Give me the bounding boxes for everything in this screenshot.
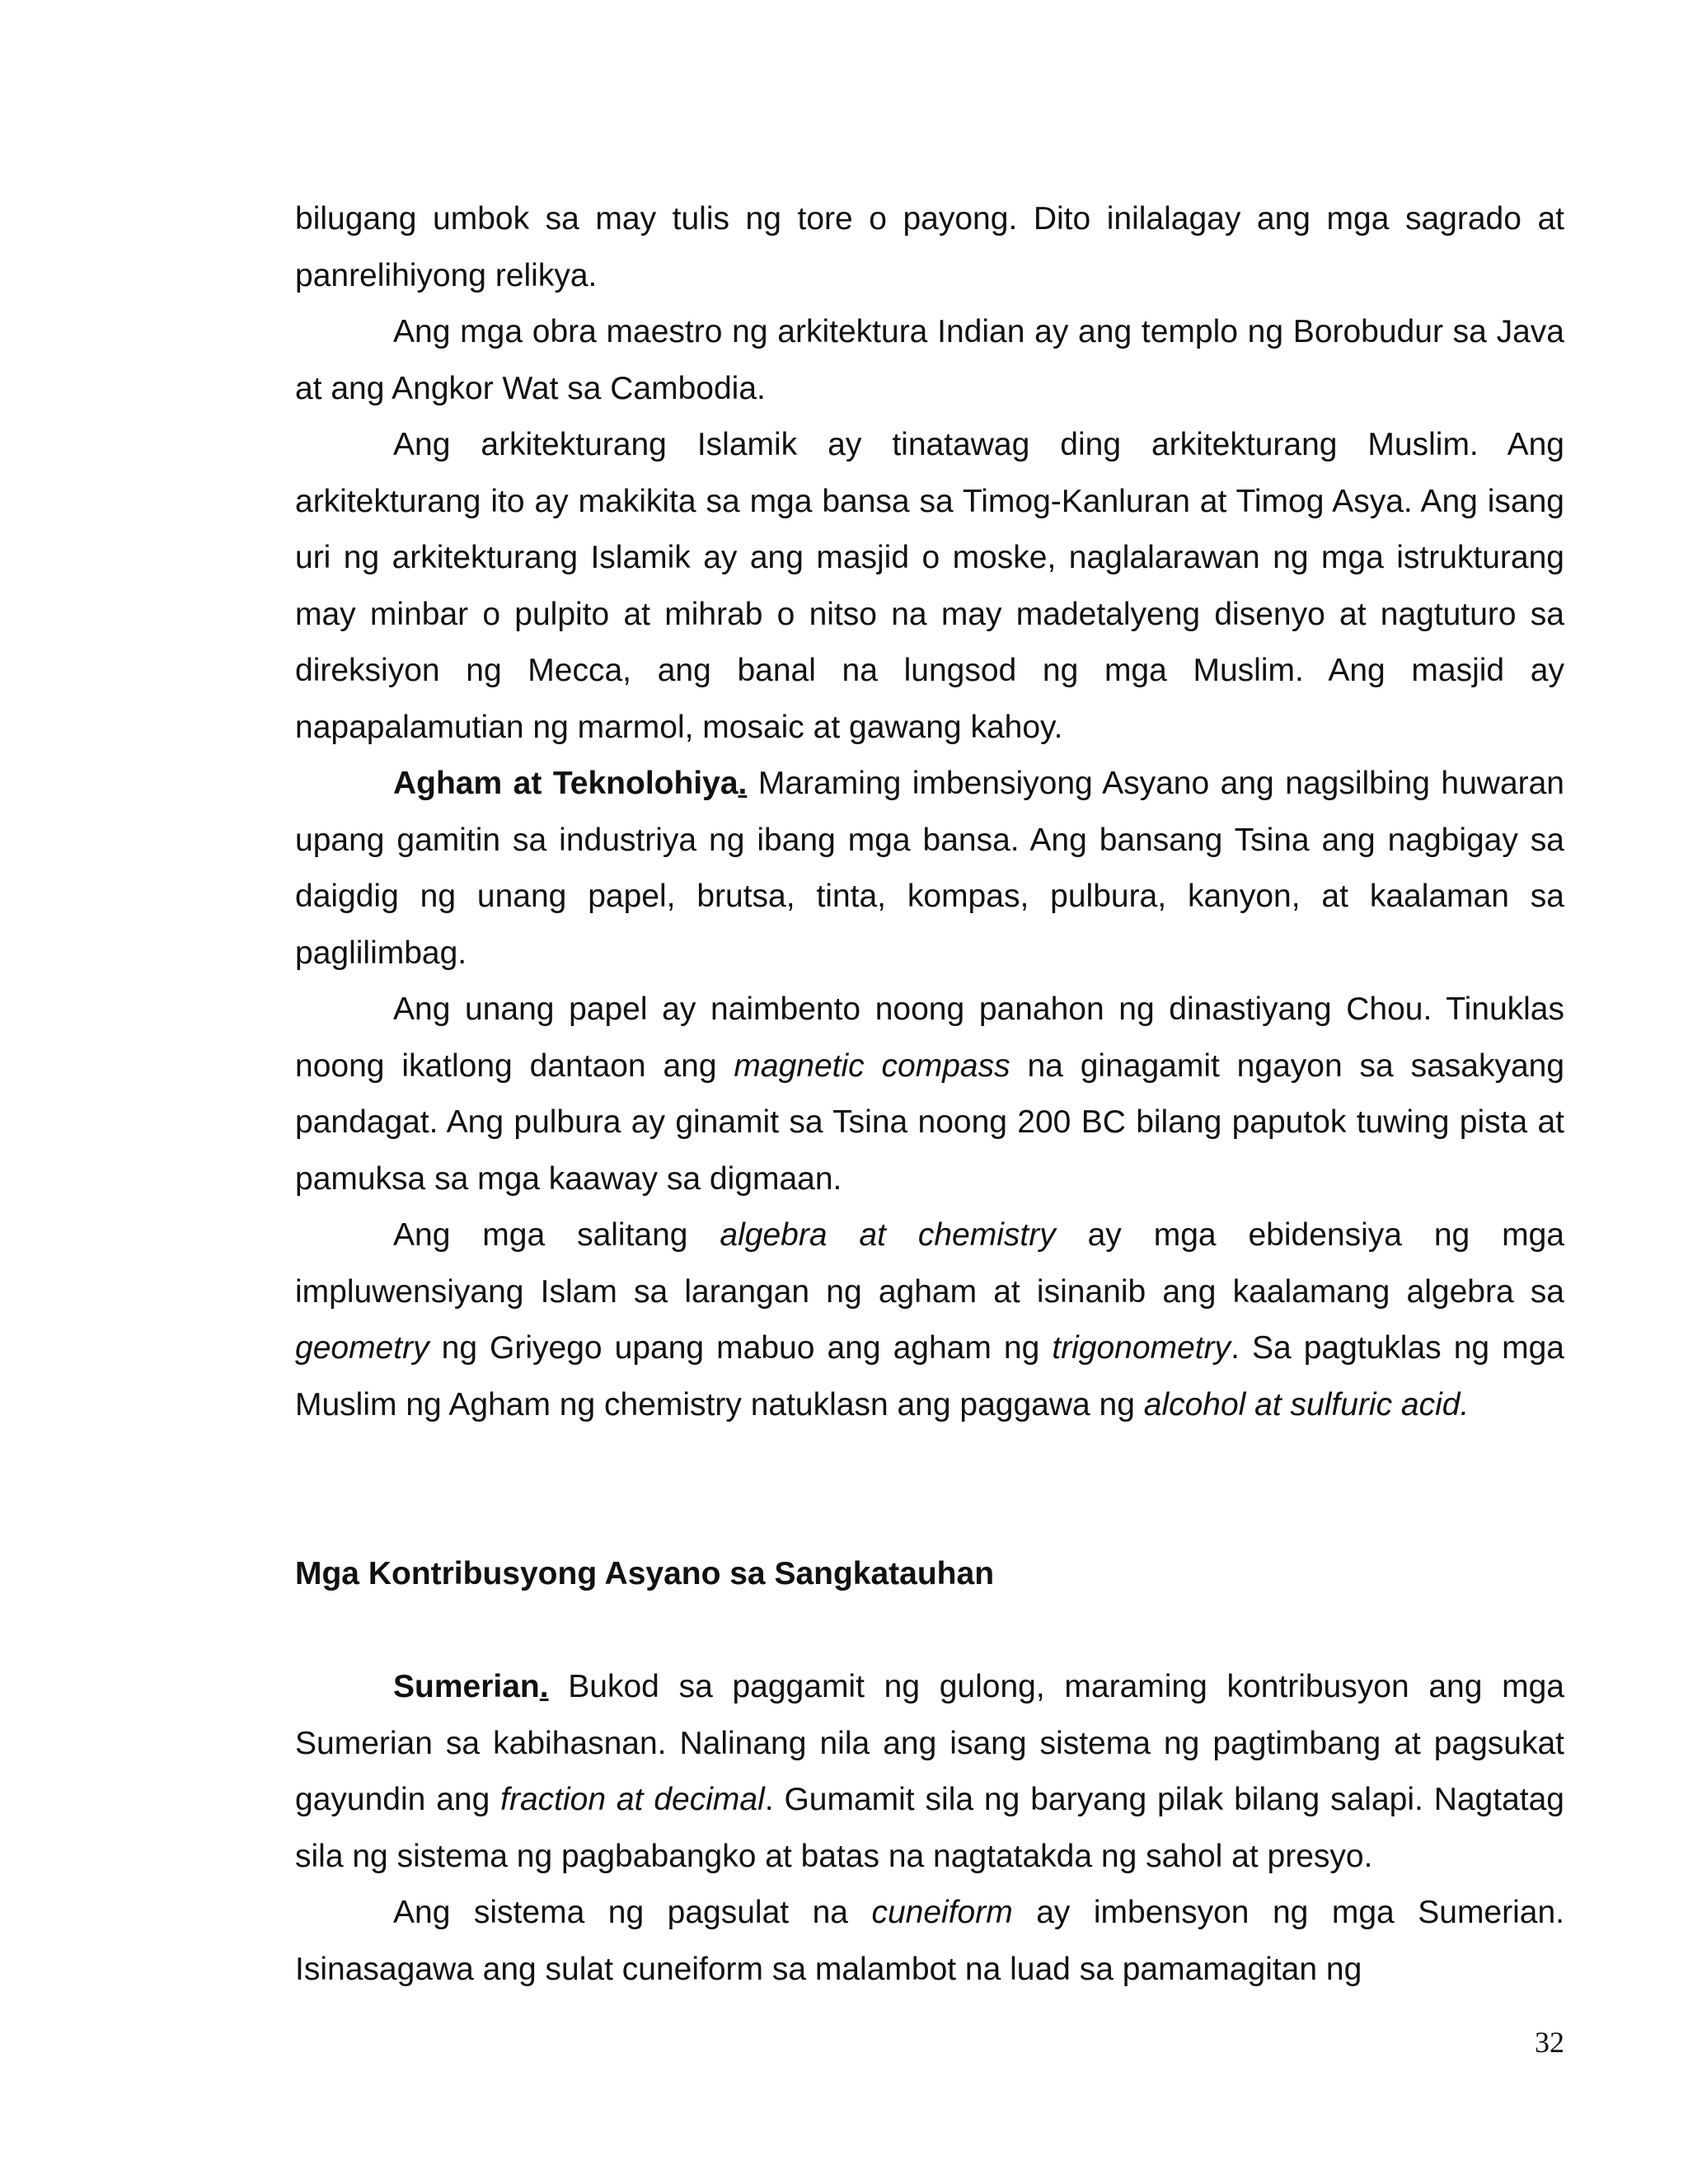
paragraph-6-text-c: ay mga ebidensiya ng mga impluwensiyang Islam sa larangan ng agham at isinanib ang kaalamang algebra sa bbox=[295, 1217, 1564, 1310]
page-number: 32 bbox=[1535, 2026, 1564, 2059]
subheading-agham-at-teknolohiya: Agham at Teknolohiya bbox=[393, 766, 738, 801]
paragraph-7 bbox=[295, 1659, 1564, 1885]
paragraph-6-italic-alcohol-sulfuric-acid: alcohol at sulfuric acid. bbox=[1143, 1386, 1470, 1422]
paragraph-5-text-a: Ang unang papel ay naimbento noong panahon ng dinastiyang Chou. Tinuklas noong ikatlong dantaon ang bbox=[295, 991, 1564, 1084]
paragraph-1-text: bilugang umbok sa may tulis ng tore o payong. Dito inilalagay ang mga sagrado at panrelihiyong relikya. bbox=[295, 201, 1564, 293]
paragraph-2 bbox=[295, 304, 1564, 417]
paragraph-6-text-a: Ang mga salitang bbox=[393, 1217, 720, 1253]
body-text bbox=[295, 191, 1564, 1998]
paragraph-7-italic-fraction-decimal: fraction at decimal bbox=[500, 1782, 765, 1817]
paragraph-5 bbox=[295, 982, 1564, 1207]
paragraph-3 bbox=[295, 417, 1564, 756]
paragraph-6-text-g: . Sa pagtuklas ng mga Muslim ng Agham ng chemistry natuklasn ang paggawa ng bbox=[295, 1330, 1564, 1422]
paragraph-6-italic-trigonometry: trigonometry bbox=[1052, 1330, 1231, 1366]
paragraph-2-text: Ang mga obra maestro ng arkitektura Indian ay ang templo ng Borobudur sa Java at ang Angkor Wat sa Cambodia. bbox=[295, 314, 1564, 406]
paragraph-3-text: Ang arkitekturang Islamik ay tinatawag ding arkitekturang Muslim. Ang arkitekturang ito ay makikita sa mga bansa sa Timog-Kanluran at Timog Asya. Ang isang uri ng arkitekturang Islamik ay ang masjid o moske, naglalarawan ng mga istrukturang may minbar o pulpito at mihrab o nitso na may madetalyeng disenyo at nagtuturo sa direksiyon ng Mecca, ang banal na lungsod ng mga Muslim. Ang masjid ay napapalamutian ng marmol, mosaic at gawang kahoy. bbox=[295, 427, 1564, 745]
subheading-agham-punctuation: . bbox=[738, 766, 748, 801]
paragraph-1 bbox=[295, 191, 1564, 304]
paragraph-7-text-c: . Gumamit sila ng baryang pilak bilang salapi. Nagtatag sila ng sistema ng pagbabangko at batas na nagtatakda ng sahol at presyo. bbox=[295, 1782, 1564, 1874]
paragraph-6-italic-algebra-chemistry: algebra at chemistry bbox=[720, 1217, 1056, 1253]
paragraph-8-text-a: Ang sistema ng pagsulat na bbox=[393, 1895, 872, 1930]
heading-spacer bbox=[295, 1603, 1564, 1660]
paragraph-4-text: Maraming imbensiyong Asyano ang nagsilbing huwaran upang gamitin sa industriya ng ibang mga bansa. Ang bansang Tsina ang nagbigay sa daigdig ng unang papel, brutsa, tinta, kompas, pulbura, kanyon, at kaalaman sa paglilimbag. bbox=[295, 766, 1564, 971]
paragraph-8 bbox=[295, 1885, 1564, 1998]
paragraph-6-text-e: ng Griyego upang mabuo ang agham ng bbox=[429, 1330, 1053, 1366]
subheading-sumerian: Sumerian bbox=[393, 1669, 540, 1704]
paragraph-7-text-a: Bukod sa paggamit ng gulong, maraming kontribusyon ang mga Sumerian sa kabihasnan. Nalinang nila ang isang sistema ng pagtimbang at pagsukat gayundin ang bbox=[295, 1669, 1564, 1817]
paragraph-5-italic-magnetic-compass: magnetic compass bbox=[734, 1047, 1010, 1084]
paragraph-5-text-c: na ginagamit ngayon sa sasakyang pandagat. Ang pulbura ay ginamit sa Tsina noong 200 BC bilang paputok tuwing pista at pamuksa sa mga kaaway sa digmaan. bbox=[295, 1047, 1565, 1197]
paragraph-6 bbox=[295, 1207, 1564, 1433]
paragraph-6-italic-geometry: geometry bbox=[295, 1330, 429, 1366]
paragraph-8-italic-cuneiform: cuneiform bbox=[871, 1895, 1013, 1930]
subheading-sumerian-punctuation: . bbox=[539, 1669, 549, 1704]
paragraph-4 bbox=[295, 756, 1564, 982]
section-heading: Mga Kontribusyong Asyano sa Sangkatauhan bbox=[295, 1556, 995, 1591]
paragraph-8-text-c: ay imbensyon ng mga Sumerian. Isinasagawa ang sulat cuneiform sa malambot na luad sa pamamagitan ng bbox=[295, 1895, 1564, 1987]
section-spacer bbox=[295, 1433, 1564, 1546]
